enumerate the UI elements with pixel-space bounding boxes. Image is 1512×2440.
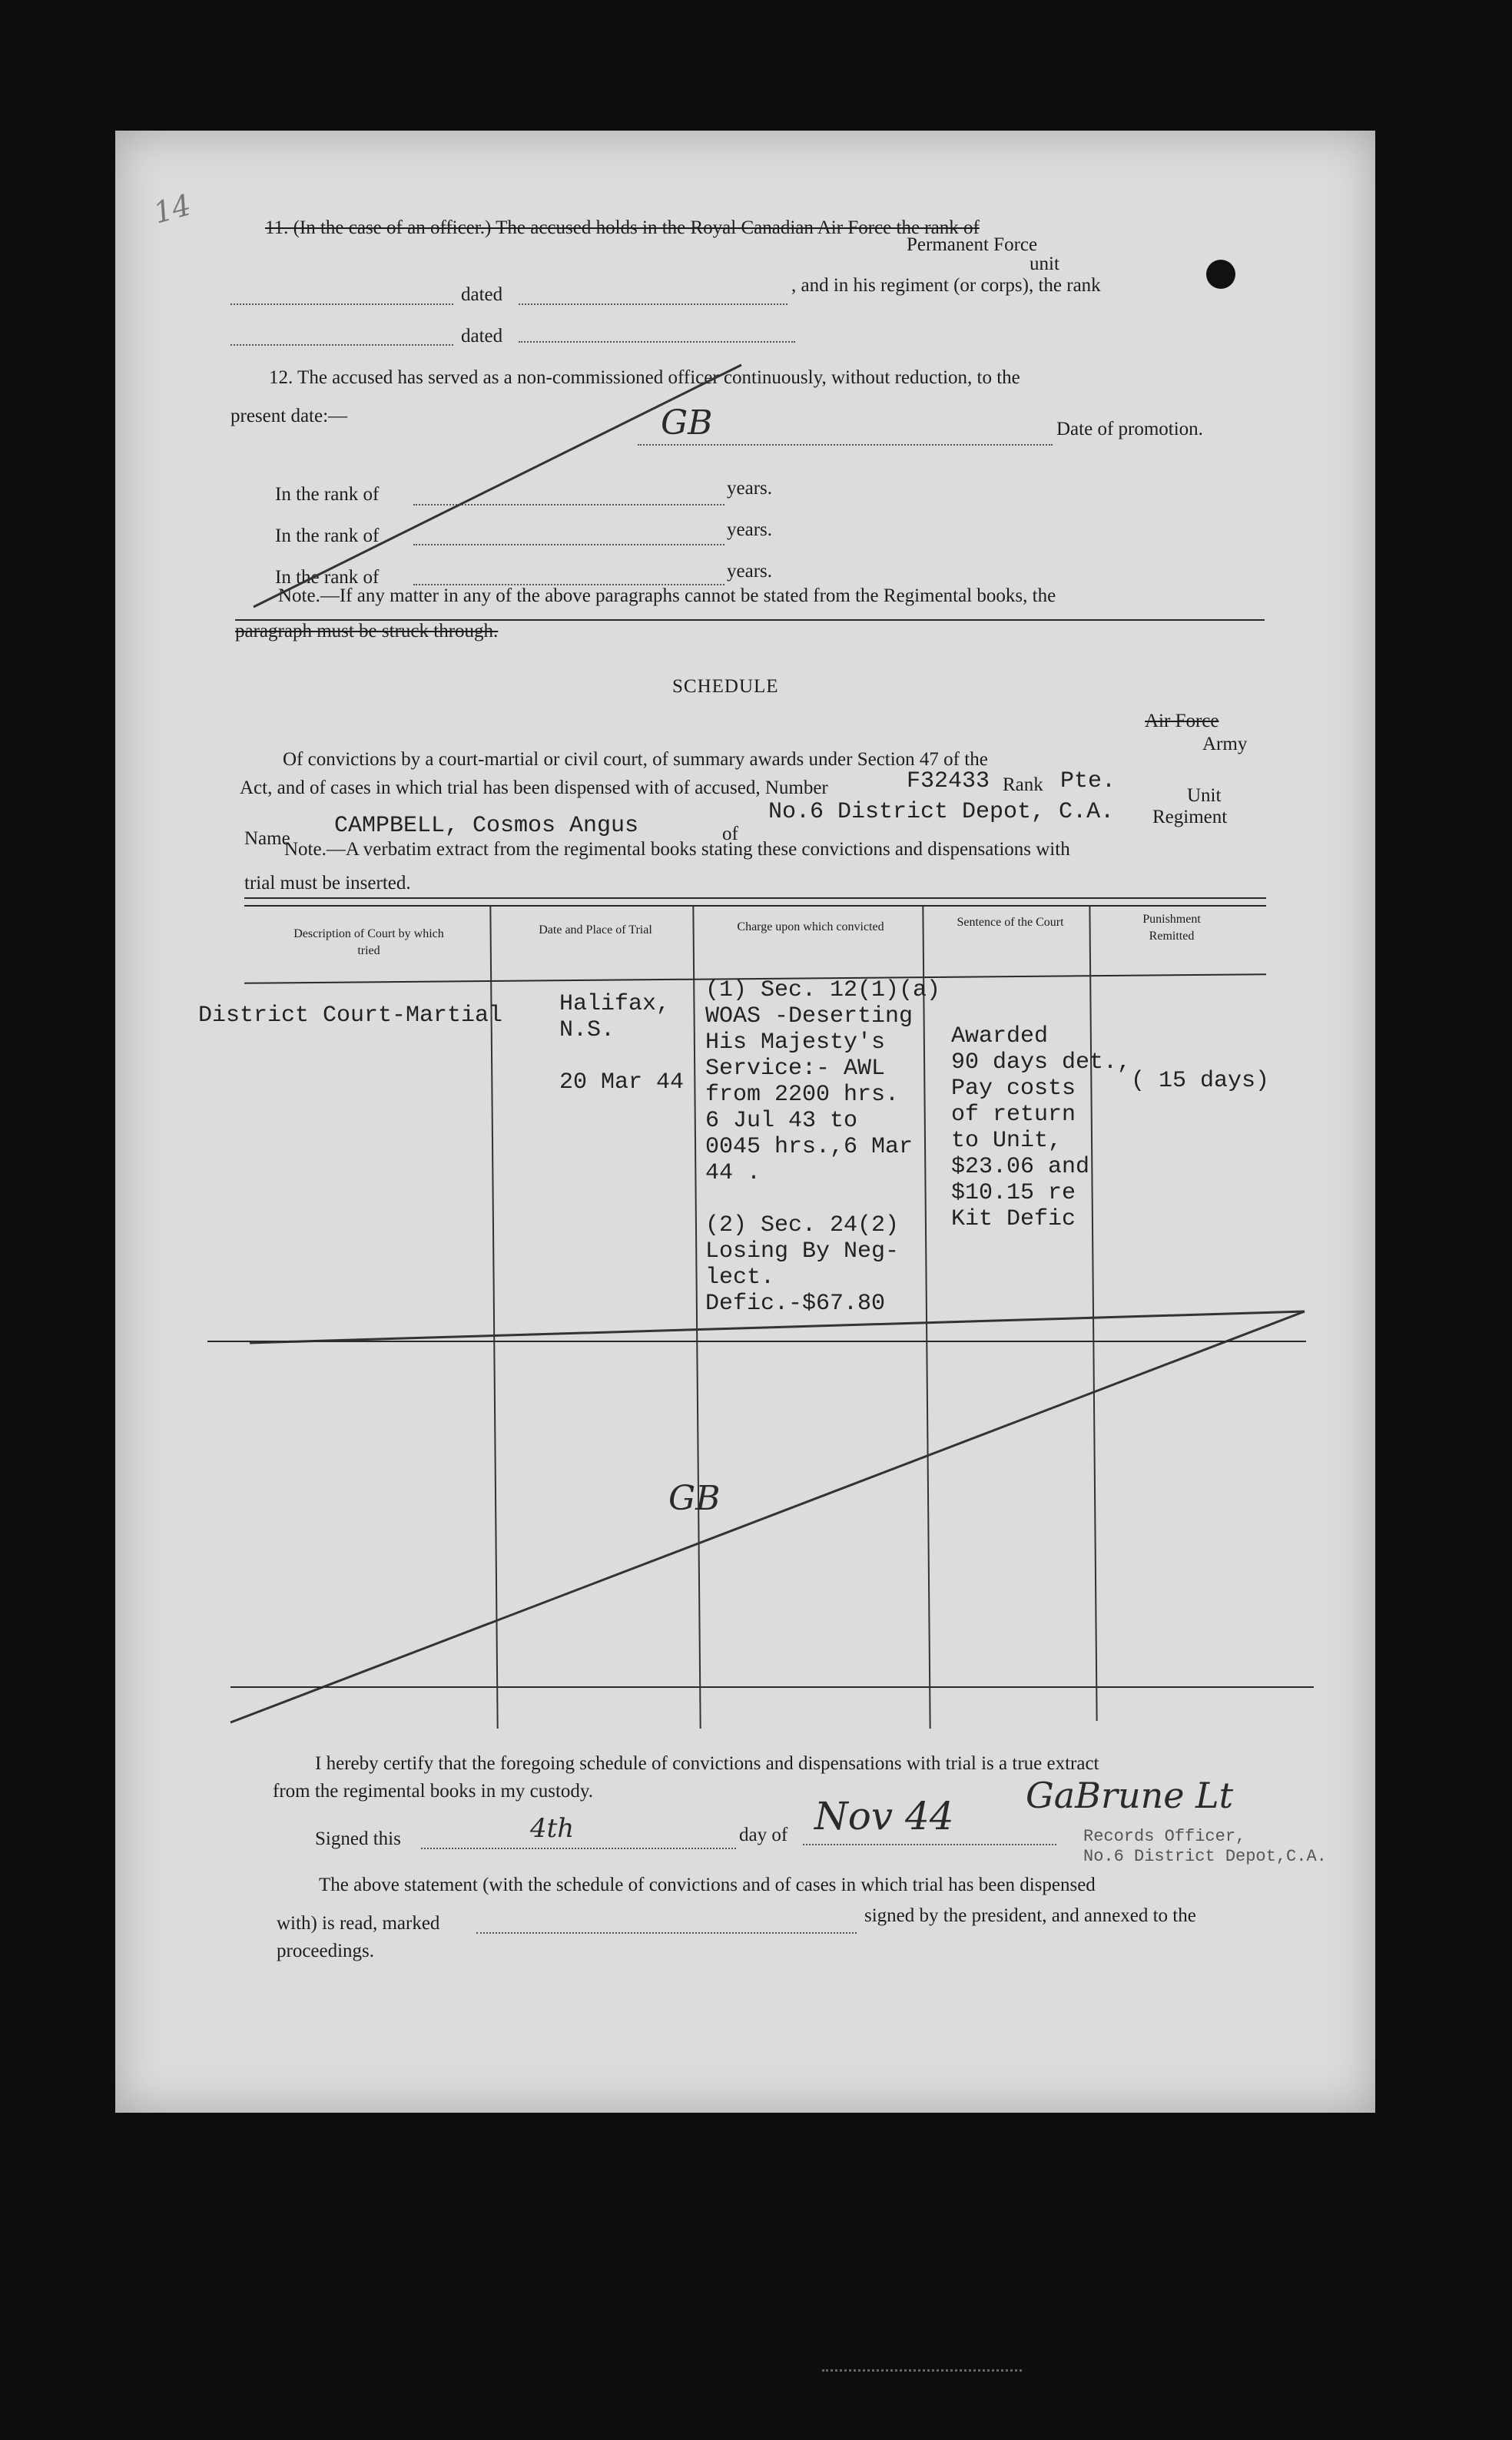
day-value: 4th: [530, 1813, 575, 1844]
initials-lower: GB: [668, 1479, 721, 1518]
para12-text: 12. The accused has served as a non-commissioned officer continuously, without reduction, to the: [269, 367, 1020, 388]
schedule-line1: Of convictions by a court-martial or civil court, of summary awards under Section 47 of the: [283, 749, 988, 770]
para12-present-date: present date:—: [230, 406, 348, 426]
header-sentence: Sentence of the Court: [957, 916, 1064, 929]
accused-number: F32433: [907, 768, 990, 794]
schedule-title: SCHEDULE: [672, 676, 779, 697]
rank-row-1-suffix: years.: [727, 478, 772, 499]
certificate-line2: from the regimental books in my custody.: [273, 1781, 594, 1802]
margin-mark: 14: [150, 187, 195, 230]
cell-remitted: ( 15 days): [1131, 1068, 1270, 1094]
records-unit-stamp: No.6 District Depot,C.A.: [1083, 1847, 1327, 1866]
rank-row-3-suffix: years.: [727, 561, 772, 582]
header-date-place: Date and Place of Trial: [539, 923, 652, 937]
rank-row-2-suffix: years.: [727, 519, 772, 540]
records-officer-stamp: Records Officer,: [1083, 1827, 1246, 1846]
of-label: of: [722, 824, 738, 844]
para11-dated1: dated: [461, 284, 503, 305]
para12-note-line1: Note.—If any matter in any of the above paragraphs cannot be stated from the Regimental books, the: [278, 585, 1056, 606]
cell-sentence: Awarded 90 days det., Pay costs of return to Unit, $23.06 and $10.15 re Kit Defic: [951, 1023, 1132, 1232]
para11-unit: unit: [1030, 254, 1059, 274]
cell-charge: (1) Sec. 12(1)(a) WOAS -Deserting His Majesty's Service:- AWL from 2200 hrs. 6 Jul 43 to 0045 hrs.,6 Mar 44 . (2) Sec. 24(2) Losing By Neg- lect. Defic.-$67.80: [705, 977, 941, 1317]
para12-note-line2: paragraph must be struck through.: [235, 621, 499, 641]
statement-line2a: with) is read, marked: [277, 1913, 440, 1934]
date-of-promotion-label: Date of promotion.: [1056, 419, 1203, 439]
rank-row-1-label: In the rank of: [275, 484, 380, 505]
header-remitted: Punishment Remitted: [1142, 913, 1201, 943]
month-value: Nov 44: [814, 1794, 954, 1838]
para11-permanent-force: Permanent Force: [907, 234, 1038, 255]
accused-name: CAMPBELL, Cosmos Angus: [334, 813, 639, 839]
certificate-line1: I hereby certify that the foregoing schedule of convictions and dispensations with trial is a true extract: [315, 1753, 1099, 1774]
rank-label: Rank: [1003, 774, 1043, 795]
name-label: Name: [244, 828, 290, 849]
signed-this-label: Signed this: [315, 1828, 401, 1849]
signature: GaBrune Lt: [1026, 1775, 1234, 1816]
schedule-air-force: Air Force: [1145, 711, 1219, 731]
schedule-note-line2: trial must be inserted.: [244, 873, 411, 893]
statement-line2b: signed by the president, and annexed to the: [864, 1905, 1196, 1926]
schedule-note-line1: Note.—A verbatim extract from the regimental books stating these convictions and dispensations with: [284, 839, 1070, 860]
rank-value: Pte.: [1060, 768, 1116, 794]
regiment-label: Regiment: [1152, 807, 1228, 827]
rank-row-2-label: In the rank of: [275, 525, 380, 546]
accused-unit: No.6 District Depot, C.A.: [768, 799, 1115, 825]
initials-upper: GB: [661, 403, 713, 443]
header-charge: Charge upon which convicted: [737, 920, 884, 933]
unit-label: Unit: [1187, 785, 1222, 806]
header-court: Description of Court by which tried: [293, 927, 444, 957]
para11-text: 11. (In the case of an officer.) The accused holds in the Royal Canadian Air Force the rank of: [265, 217, 980, 238]
scan-artifact: [822, 2366, 1022, 2372]
rank-row-3-label: In the rank of: [275, 567, 380, 588]
statement-line3: proceedings.: [277, 1941, 375, 1961]
schedule-army: Army: [1202, 734, 1248, 754]
para11-regiment-text: , and in his regiment (or corps), the rank: [791, 275, 1101, 296]
schedule-line2: Act, and of cases in which trial has been dispensed with of accused, Number: [240, 777, 828, 798]
cell-place-date: Halifax, N.S. 20 Mar 44: [559, 991, 685, 1096]
statement-line1: The above statement (with the schedule of convictions and of cases in which trial has been dispensed: [319, 1875, 1096, 1895]
day-of-label: day of: [739, 1825, 788, 1845]
para11-dated2: dated: [461, 326, 503, 346]
cell-court: District Court-Martial: [198, 1003, 503, 1029]
